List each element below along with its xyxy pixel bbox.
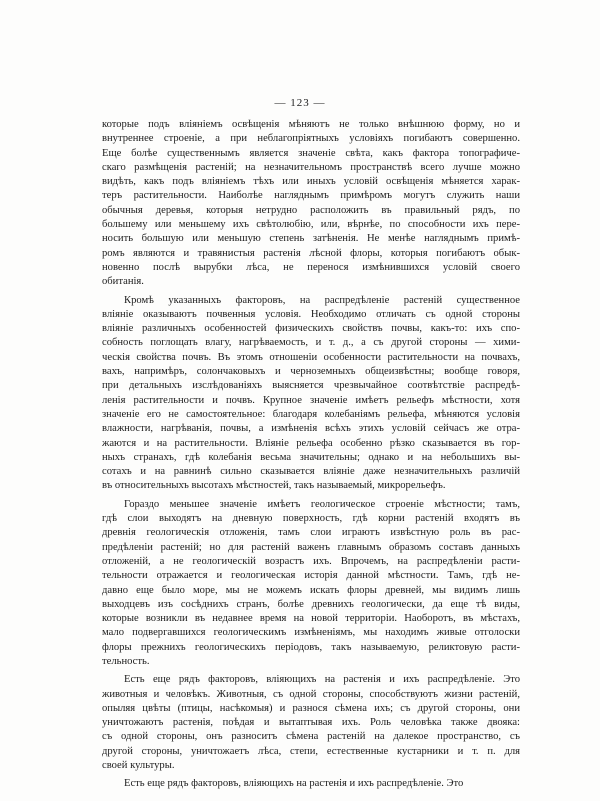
text-line: видѣть, какъ подъ вліяніемъ тѣхъ или иныхъ условій освѣщенія мѣняется харак- <box>102 176 520 188</box>
text-line: носить большую или меньшую степень затѣненія. Не менѣе нагляднымъ примѣ- <box>102 233 520 245</box>
text-line: своей культуры. <box>102 760 175 772</box>
text-line: вахъ, напримѣръ, солончаковыхъ и черноземныхъ общеизвѣстны; вообще говоря, <box>102 366 520 378</box>
text-line: давно еще было море, мы не можемъ искать флоры древней, мы видимъ лишь <box>102 584 520 596</box>
text-line: Есть еще рядъ факторовъ, вліяющихъ на растенія и ихъ распредѣленіе. Это <box>124 674 520 686</box>
text-line: жаются и на растительности. Вліяніе рельефа особенно рѣзко сказывается въ гор- <box>102 437 520 449</box>
text-line: флоры прежнихъ геологическихъ періодовъ, такъ называемую, реликтовую расти- <box>102 641 520 653</box>
paragraph-soil <box>102 294 520 494</box>
text-line: Еще болѣе существеннымъ является значеніе свѣта, какъ фактора топографиче- <box>102 147 520 159</box>
paragraph-animals-man <box>102 673 520 773</box>
text-line: сотахъ и на равнинѣ сильно сказывается вліяніе даже незначительныхъ различій <box>102 466 520 478</box>
text-line: теръ растительности. Наиболѣе нагляднымъ примѣромъ могутъ служить наши <box>102 190 520 202</box>
text-line: предѣленіи растеній; но для растеній важенъ главнымъ образомъ составъ данныхъ <box>102 541 520 553</box>
text-line: обычныя деревья, которыя нетрудно расположить въ правильный рядъ, по <box>102 204 520 216</box>
text-line: ромъ являются и травянистыя растенія лѣсной флоры, которыя погибаютъ обык- <box>102 247 520 259</box>
text-line: животныя и человѣкъ. Животныя, съ одной стороны, способствуютъ жизни растеній, <box>102 688 520 700</box>
body-text <box>102 118 520 792</box>
text-line: Есть еще рядъ факторовъ, вліяющихъ на растенія и ихъ распредѣленіе. Это <box>124 778 464 790</box>
text-line: большему или меньшему ихъ свѣтолюбію, или, вѣрнѣе, по способности ихъ пере- <box>102 219 520 231</box>
text-line: новенно послѣ вырубки лѣса, не перенося измѣнившихся условій своего <box>102 261 520 273</box>
text-line: которые возникли въ недавнее время на новой территоріи. Наоборотъ, въ мѣстахъ, <box>102 613 520 625</box>
text-line: скаго размѣщенія растеній; на незначительномъ пространствѣ всего лучше можно <box>102 161 520 173</box>
text-line: другой стороны, уничтожаетъ лѣса, степи, естественные кустарники и т. п. для <box>102 745 520 757</box>
text-line: уничтожаютъ растенія, поѣдая и вытаптывая ихъ. Роль человѣка также двояка: <box>102 717 520 729</box>
paragraph-light <box>102 118 520 290</box>
page-number: — 123 — <box>274 97 326 109</box>
text-line: выходцевъ изъ сосѣднихъ странъ, болѣе древнихъ геологически, да еще тѣ виды, <box>102 598 520 610</box>
paragraph-trailing <box>102 777 520 791</box>
text-line: отложеній, а не геологическій возрастъ ихъ. Впрочемъ, на распредѣленіи расти- <box>102 555 520 567</box>
text-line: ленія растительности и почвъ. Крупное значеніе имѣетъ рельефъ мѣстности, хотя <box>102 394 520 406</box>
text-line: древнія геологическія отложенія, тамъ слои играютъ извѣстную роль въ рас- <box>102 527 520 539</box>
text-line: ческія свойства почвъ. Въ этомъ отношеніи особенности растительности на почвахъ, <box>102 351 520 363</box>
text-line: мало подвергавшихся геологическимъ измѣненіямъ, мы находимъ живые отголоски <box>102 627 520 639</box>
text-line: влажности, нагрѣванія, почвы, а измѣненія всѣхъ этихъ условій сейчасъ же отра- <box>102 423 520 435</box>
text-line: тельность. <box>102 655 150 667</box>
text-line: собность поглощать влагу, нагрѣваемость, и т. д., а съ другой стороны — хими- <box>102 337 520 349</box>
text-line: тельности отражается и геологическая исторія данной мѣстности. Тамъ, гдѣ не- <box>102 570 520 582</box>
text-line: Гораздо меньшее значеніе имѣетъ геологическое строеніе мѣстности; тамъ, <box>124 498 520 510</box>
text-line: значеніе его не самостоятельное: благодаря колебаніямъ рельефа, мѣняются условія <box>102 408 520 420</box>
text-line: вліяніе различныхъ особенностей физическихъ свойствъ почвы, какъ-то: ихъ спо- <box>102 323 520 335</box>
paragraph-geology <box>102 498 520 670</box>
text-line: Кромѣ указанныхъ факторовъ, на распредѣленіе растеній существенное <box>124 294 520 306</box>
text-line: ныхъ странахъ, гдѣ колебанія весьма значительны; однако и на небольшихъ вы- <box>102 451 520 463</box>
text-line: внутреннее строеніе, а при неблагопріятныхъ условіяхъ погибаютъ совершенно. <box>102 133 520 145</box>
text-line: опыляя цвѣты (птицы, насѣкомыя) и разнося сѣмена ихъ; съ другой стороны, они <box>102 702 520 714</box>
text-line: при детальныхъ изслѣдованіяхъ выясняется чрезвычайное соотвѣтствіе распредѣ- <box>102 380 520 392</box>
text-line: гдѣ слои выходятъ на дневную поверхность, гдѣ корни растеній входятъ въ <box>102 513 520 525</box>
text-line: съ одной стороны, онъ разноситъ сѣмена растеній на далекое пространство, съ <box>102 731 520 743</box>
text-line: которые подъ вліяніемъ освѣщенія мѣняютъ не только внѣшнюю форму, но и <box>102 119 520 130</box>
text-line: обитанія. <box>102 276 144 288</box>
text-line: въ относительныхъ высотахъ мѣстностей, такъ называемый, микрорельефъ. <box>102 480 446 492</box>
text-line: вліяніе оказываютъ почвенныя условія. Необходимо отличать съ одной стороны <box>102 308 520 320</box>
